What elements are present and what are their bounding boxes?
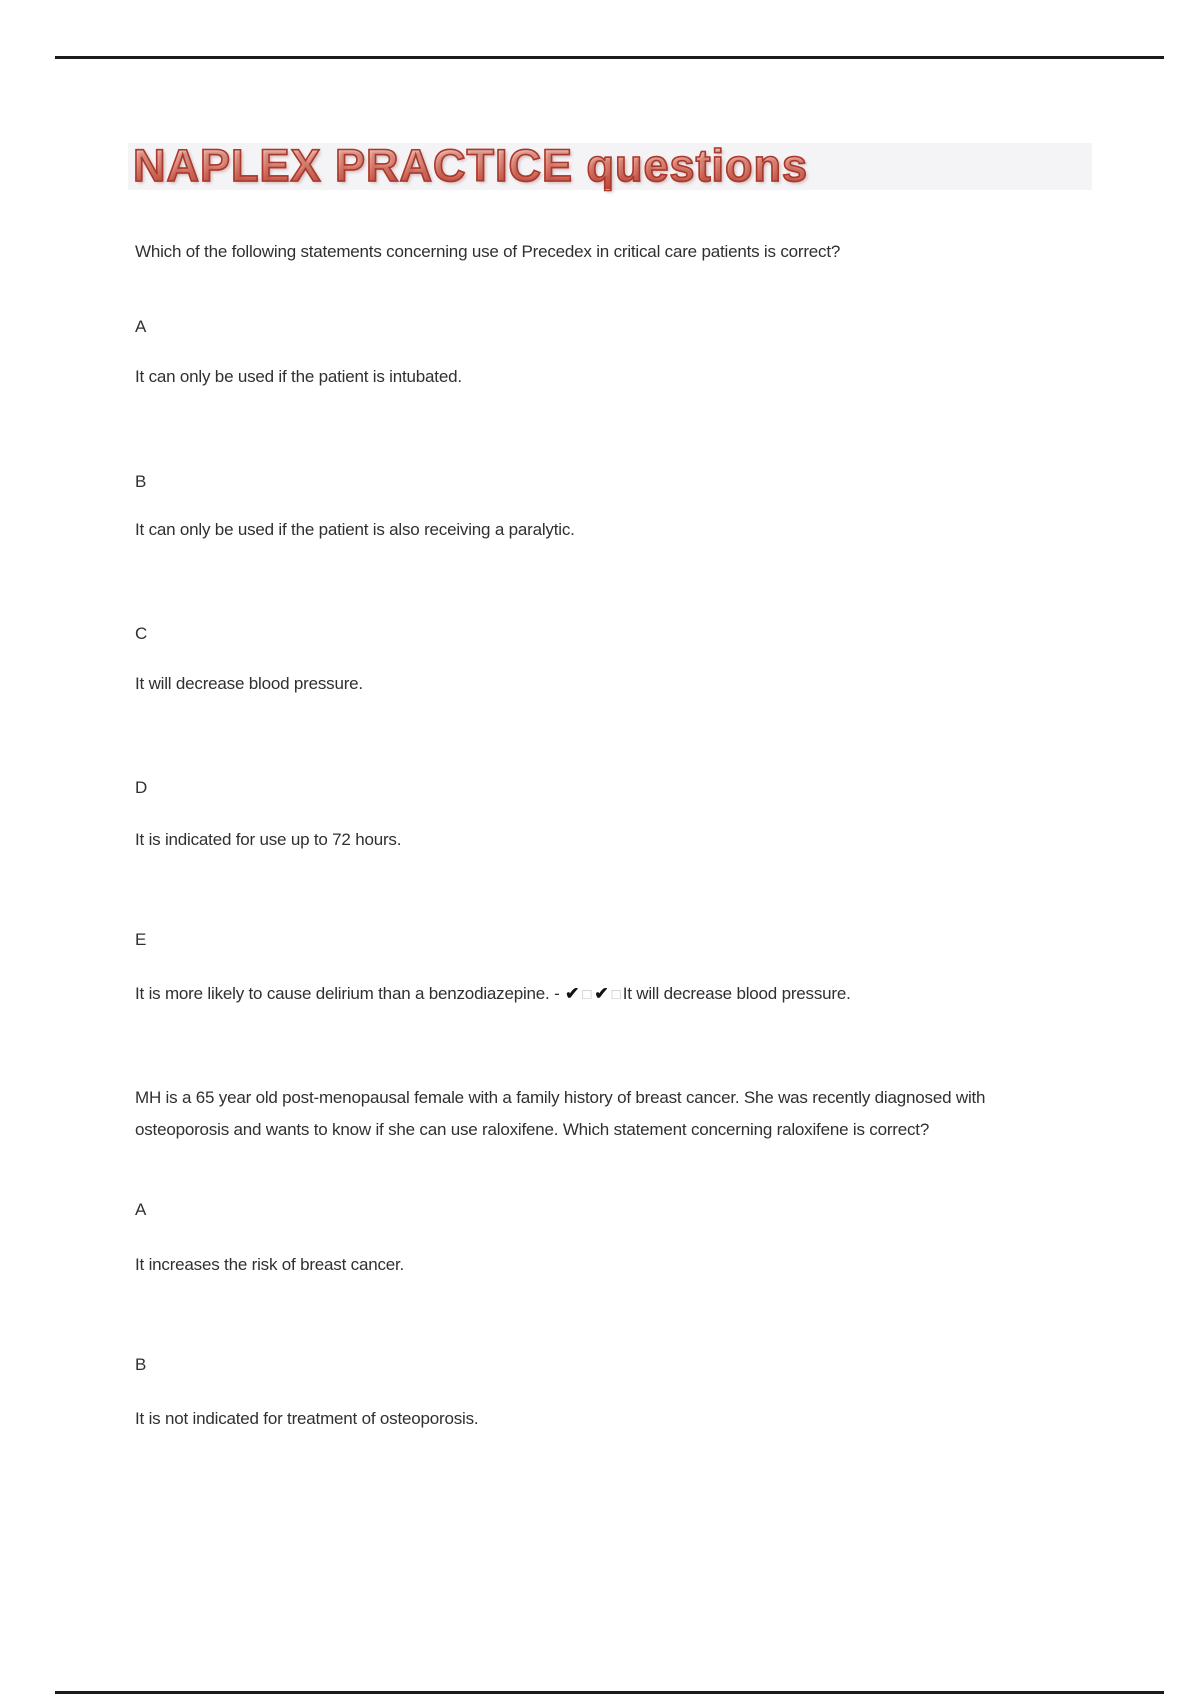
q1-option-c-text: It will decrease blood pressure.	[135, 674, 363, 693]
title-banner	[128, 140, 1092, 191]
q1-option-a-letter: A	[135, 317, 147, 336]
q1-option-d-letter: D	[135, 778, 148, 797]
q2-option-a-text: It increases the risk of breast cancer.	[135, 1255, 405, 1274]
q1-option-e-text	[135, 983, 851, 1006]
q2-option-b-text: It is not indicated for treatment of osteoporosis.	[135, 1409, 479, 1428]
checkmark-icon: ✔	[594, 984, 609, 1003]
q2-option-b-letter: B	[135, 1355, 147, 1374]
q2-option-a-letter: A	[135, 1200, 147, 1219]
q1-correct-answer-text: It will decrease blood pressure.	[622, 984, 851, 1003]
q1-option-c-letter: C	[135, 624, 148, 643]
page-title: NAPLEX PRACTICE questions	[128, 143, 808, 189]
q1-option-b-letter: B	[135, 472, 147, 491]
top-rule	[55, 56, 1164, 59]
empty-checkbox-icon: □	[611, 986, 621, 1003]
q1-option-e-text-prefix: It is more likely to cause delirium than a benzodiazepine. -	[135, 984, 565, 1003]
q1-option-d-text: It is indicated for use up to 72 hours.	[135, 830, 402, 849]
bottom-rule	[55, 1691, 1164, 1694]
q1-option-e-letter: E	[135, 930, 147, 949]
empty-checkbox-icon: □	[582, 986, 592, 1003]
checkmark-icon: ✔	[565, 984, 580, 1003]
q1-option-a-text: It can only be used if the patient is intubated.	[135, 367, 462, 386]
question-2-text: MH is a 65 year old post-menopausal female with a family history of breast cancer. She was recently diagnosed with osteoporosis and wants to know if she can use raloxifene. Which statement concerning raloxifene is correct?	[135, 1088, 986, 1139]
q1-option-b-text: It can only be used if the patient is also receiving a paralytic.	[135, 520, 575, 539]
question-1-text: Which of the following statements concerning use of Precedex in critical care patients is correct?	[135, 242, 841, 261]
